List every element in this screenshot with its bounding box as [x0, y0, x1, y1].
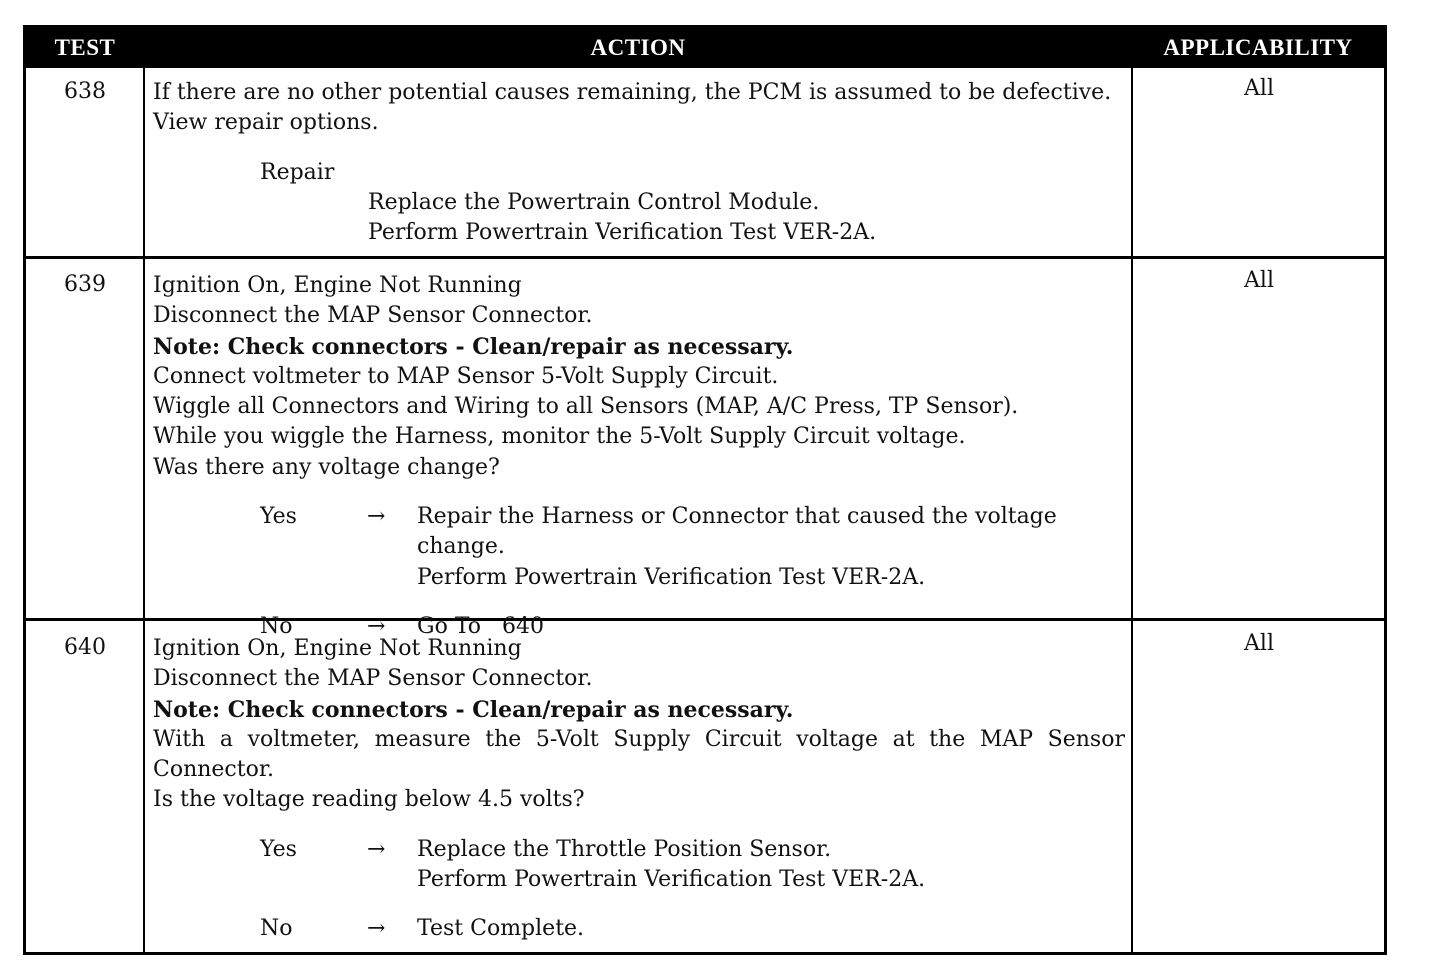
applicability-value: All — [1244, 268, 1274, 293]
note-line: Note: Check connectors - Clean/repair as necessary. — [153, 696, 794, 723]
repair-label: Repair — [260, 159, 335, 185]
action-line: If there are no other potential causes remaining, the PCM is assumed to be defective. — [153, 80, 1112, 105]
table-header — [26, 28, 1384, 68]
action-line: Disconnect the MAP Sensor Connector. — [153, 666, 593, 692]
no-step: Test Complete. — [417, 916, 585, 942]
repair-step: Replace the Powertrain Control Module. — [368, 189, 820, 215]
no-label: No — [260, 916, 293, 942]
no-answer — [153, 914, 1125, 944]
action-cell — [153, 634, 1125, 945]
yes-step: Replace the Throttle Position Sensor. — [417, 836, 832, 862]
action-line: Is the voltage reading below 4.5 volts? — [153, 787, 585, 813]
action-cell — [153, 271, 1125, 642]
row-divider — [26, 256, 1384, 259]
note-line: Note: Check connectors - Clean/repair as necessary. — [153, 333, 794, 360]
action-line: With a voltmeter, measure the 5-Volt Supply Circuit voltage at the MAP Sensor Connector. — [153, 726, 1125, 783]
yes-label: Yes — [260, 504, 297, 530]
no-step: Go To 640 — [417, 613, 544, 639]
diagnostic-table — [23, 25, 1387, 955]
applicability-value: All — [1244, 76, 1274, 101]
action-line: Ignition On, Engine Not Running — [153, 273, 522, 298]
action-line: While you wiggle the Harness, monitor the 5-Volt Supply Circuit voltage. — [153, 424, 966, 450]
header-test: TEST — [54, 35, 116, 60]
action-line: Was there any voltage change? — [153, 454, 500, 480]
action-line: Wiggle all Connectors and Wiring to all Sensors (MAP, A/C Press, TP Sensor). — [153, 394, 1019, 420]
test-number: 639 — [64, 272, 106, 297]
action-line: View repair options. — [153, 110, 379, 136]
header-applicability: APPLICABILITY — [1163, 35, 1353, 60]
arrow-icon: → — [367, 916, 386, 942]
action-line: Disconnect the MAP Sensor Connector. — [153, 303, 593, 329]
action-line: Connect voltmeter to MAP Sensor 5-Volt Supply Circuit. — [153, 363, 779, 389]
action-line: Ignition On, Engine Not Running — [153, 636, 522, 661]
column-divider — [143, 68, 145, 952]
yes-steps — [417, 502, 1125, 593]
test-number: 640 — [64, 635, 106, 660]
column-divider — [1131, 68, 1133, 952]
yes-steps — [417, 835, 1125, 896]
yes-step: Perform Powertrain Verification Test VER-2A. — [417, 867, 926, 893]
yes-label: Yes — [260, 836, 297, 862]
applicability-value: All — [1244, 631, 1274, 656]
repair-step: Perform Powertrain Verification Test VER-2A. — [368, 220, 877, 246]
no-label: No — [260, 613, 293, 639]
yes-answer — [153, 502, 1125, 593]
yes-step: Repair the Harness or Connector that caused the voltage change. — [417, 504, 1057, 560]
action-cell — [153, 78, 1125, 248]
yes-step: Perform Powertrain Verification Test VER-2A. — [417, 564, 926, 590]
header-action: ACTION — [590, 35, 686, 60]
yes-answer — [153, 835, 1125, 896]
arrow-icon: → — [367, 836, 386, 862]
arrow-icon: → — [367, 613, 386, 639]
test-number: 638 — [64, 79, 106, 104]
arrow-icon: → — [367, 504, 386, 530]
